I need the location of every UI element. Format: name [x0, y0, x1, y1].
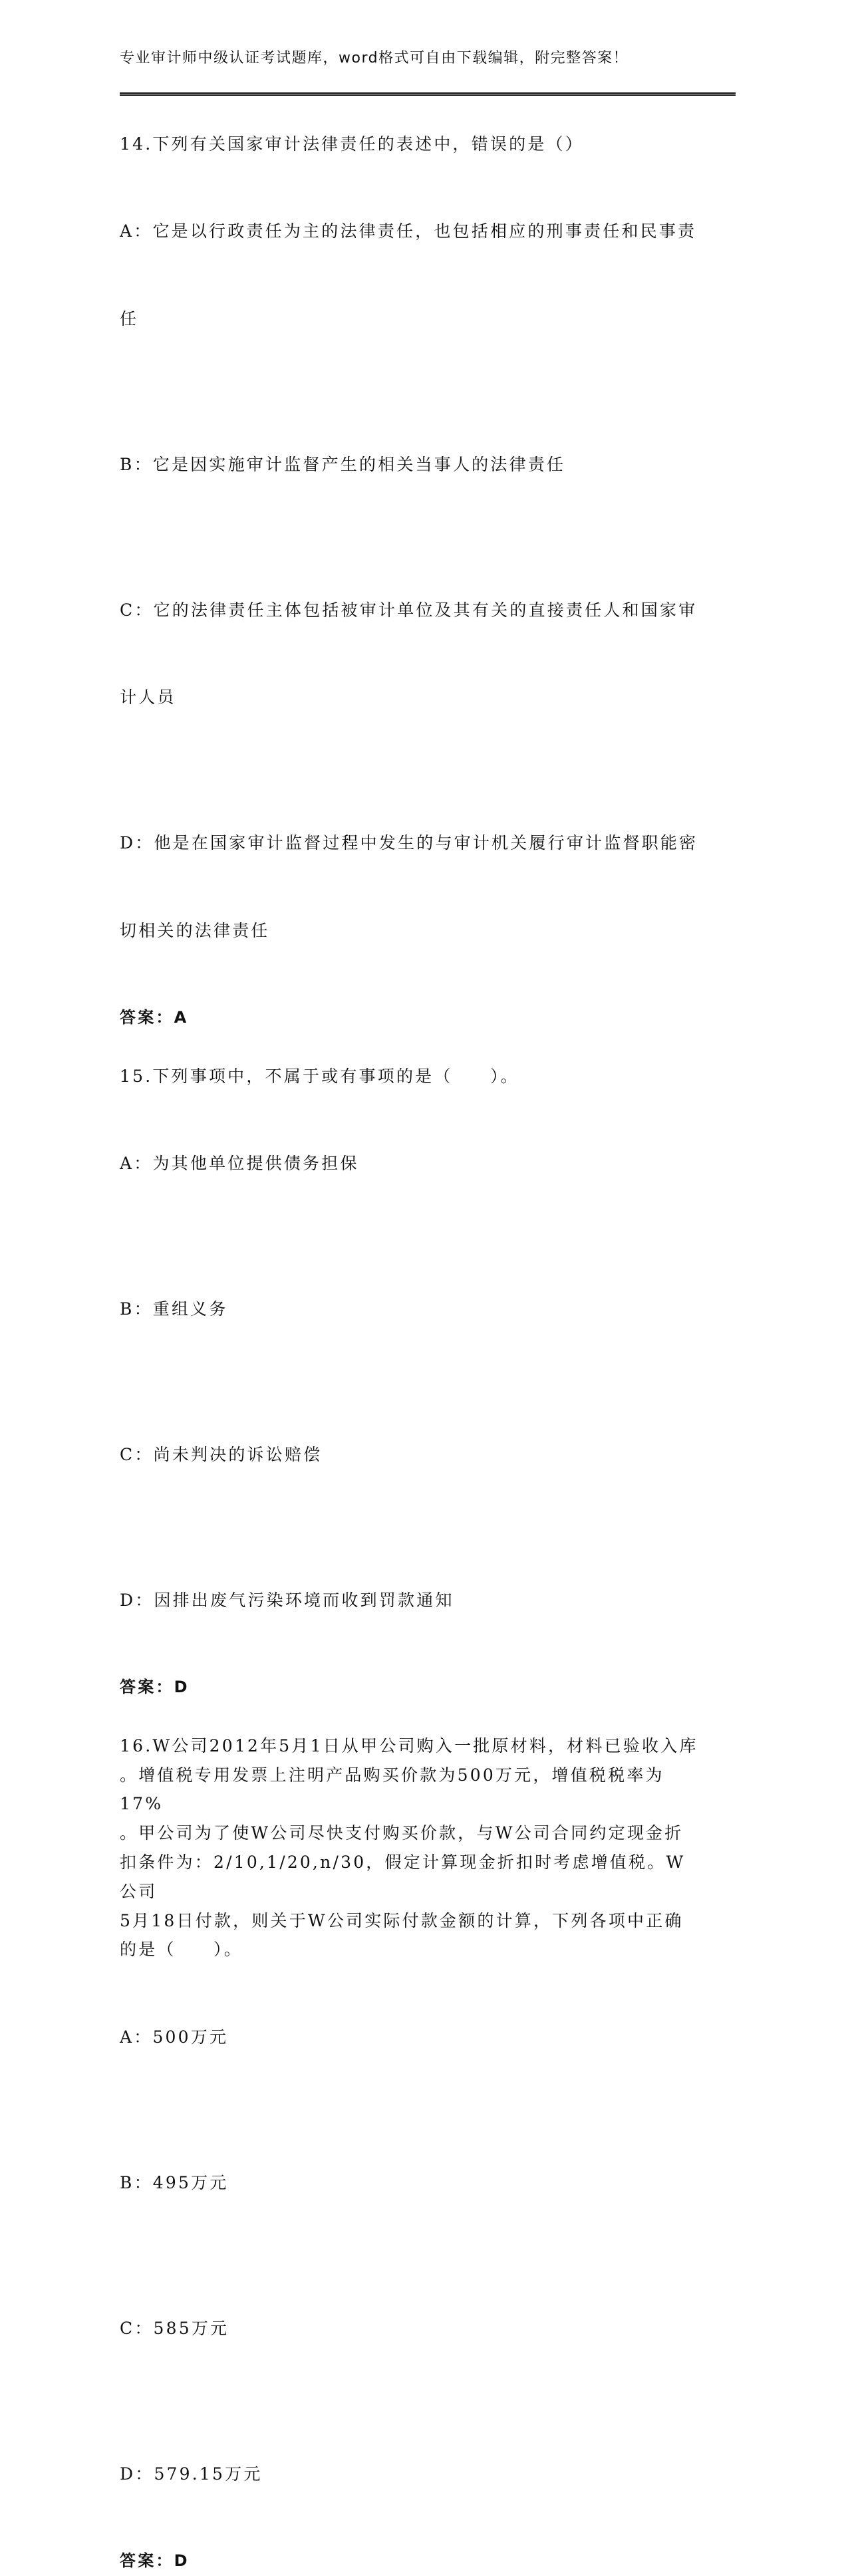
question-stem-line: 。增值税专用发票上注明产品购买价款为500万元，增值税税率为17% [120, 1765, 664, 1814]
option-line: A：为其他单位提供债务担保 [120, 1153, 359, 1173]
option-line: D：579.15万元 [120, 2464, 263, 2484]
option-line: C：它的法律责任主体包括被审计单位及其有关的直接责任人和国家审 [120, 600, 698, 620]
option-c [120, 1382, 698, 1527]
question-15 [120, 1062, 698, 1703]
option-line: A：它是以行政责任为主的法律责任，也包括相应的刑事责任和民事责 [120, 221, 697, 241]
answer-label: 答案：D [120, 2551, 190, 2571]
question-stem-line: 的是（ ）。 [120, 1940, 243, 1960]
option-a [120, 1091, 698, 1236]
question-list [120, 130, 698, 2576]
question-14 [120, 130, 698, 1033]
option-c [120, 2255, 698, 2401]
option-c [120, 537, 698, 770]
question-stem-line: 扣条件为：2/10,1/20,n/30，假定计算现金折扣时考虑增值税。W公司 [120, 1853, 686, 1901]
option-line: B：495万元 [120, 2172, 229, 2192]
page-header: 专业审计师中级认证考试题库，word格式可自由下载编辑，附完整答案！ [120, 50, 629, 66]
option-line: A：500万元 [120, 2027, 229, 2047]
option-d [120, 2401, 698, 2547]
option-d [120, 1527, 698, 1673]
option-b [120, 2110, 698, 2255]
option-a [120, 1964, 698, 2110]
option-b [120, 392, 698, 537]
option-line: B：重组义务 [120, 1299, 228, 1319]
option-line: C：尚未判决的诉讼赔偿 [120, 1444, 323, 1464]
question-stem-line: 16.W公司2012年5月1日从甲公司购入一批原材料，材料已验收入库 [120, 1736, 698, 1755]
header-divider [120, 92, 736, 96]
option-line: D：他是在国家审计监督过程中发生的与审计机关履行审计监督职能密 [120, 833, 698, 853]
question-stem: 14.下列有关国家审计法律责任的表述中，错误的是（） [120, 134, 584, 154]
option-a [120, 159, 698, 392]
option-d [120, 771, 698, 1003]
option-line: B：它是因实施审计监督产生的相关当事人的法律责任 [120, 454, 566, 474]
option-line: 任 [120, 309, 139, 328]
question-16 [120, 1732, 698, 2576]
answer-label: 答案：A [120, 1007, 189, 1027]
answer-label: 答案：D [120, 1678, 190, 1697]
option-line: 计人员 [120, 688, 176, 708]
option-b [120, 1236, 698, 1382]
question-stem-line: 5月18日付款，则关于W公司实际付款金额的计算，下列各项中正确 [120, 1910, 684, 1930]
option-line: D：因排出废气污染环境而收到罚款通知 [120, 1590, 454, 1610]
option-line: 切相关的法律责任 [120, 920, 270, 940]
question-stem-line: 。甲公司为了使W公司尽快支付购买价款，与W公司合同约定现金折 [120, 1823, 684, 1843]
option-line: C：585万元 [120, 2318, 229, 2338]
question-stem: 15.下列事项中，不属于或有事项的是（ ）。 [120, 1066, 519, 1086]
